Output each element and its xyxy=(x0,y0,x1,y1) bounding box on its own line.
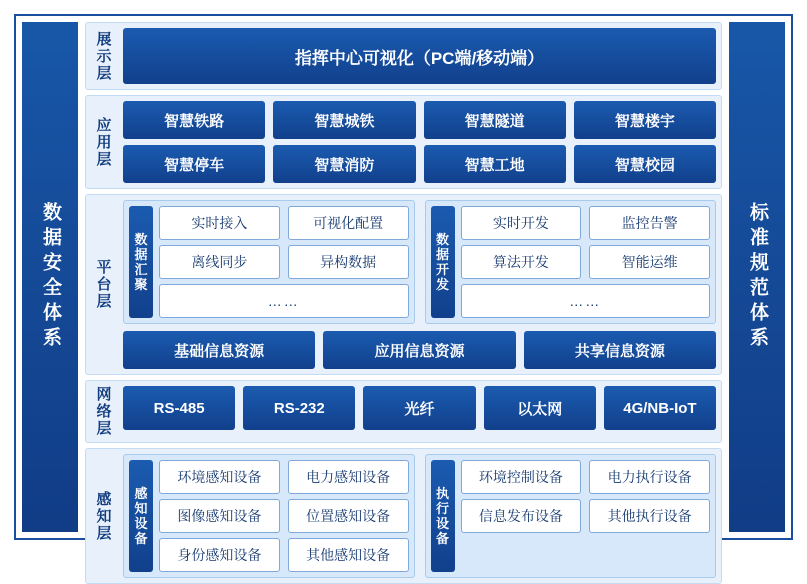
aggregation-row-1 xyxy=(159,206,409,240)
development-row-3 xyxy=(461,284,711,318)
development-item-algorithm-dev[interactable]: 算法开发 xyxy=(461,245,582,279)
platform-group-aggregation-label: 数据汇聚 xyxy=(129,206,153,318)
layer-sense xyxy=(85,448,722,584)
app-item-smart-building[interactable]: 智慧楼宇 xyxy=(574,101,716,139)
sense-group-sensing-label: 感知设备 xyxy=(129,460,153,572)
development-item-realtime-dev[interactable]: 实时开发 xyxy=(461,206,582,240)
sensing-item-location[interactable]: 位置感知设备 xyxy=(288,499,409,533)
sensing-item-image[interactable]: 图像感知设备 xyxy=(159,499,280,533)
sense-group-actuator-items xyxy=(461,460,711,572)
aggregation-row-3 xyxy=(159,284,409,318)
network-item-rs485[interactable]: RS-485 xyxy=(123,386,235,430)
actuator-item-power-execution[interactable]: 电力执行设备 xyxy=(589,460,710,494)
app-item-smart-tunnel[interactable]: 智慧隧道 xyxy=(424,101,566,139)
layer-platform-label: 平台层 xyxy=(96,259,112,310)
right-side-bar-label: 标准规范体系 xyxy=(747,202,768,352)
actuator-item-other[interactable]: 其他执行设备 xyxy=(589,499,710,533)
sensing-row-1 xyxy=(159,460,409,494)
aggregation-item-heterogeneous-data[interactable]: 异构数据 xyxy=(288,245,409,279)
layer-network-label: 网络层 xyxy=(96,386,112,437)
sense-group-actuator-devices xyxy=(425,454,717,578)
platform-group-data-aggregation xyxy=(123,200,415,324)
network-item-rs232[interactable]: RS-232 xyxy=(243,386,355,430)
aggregation-item-offline-sync[interactable]: 离线同步 xyxy=(159,245,280,279)
development-item-more[interactable]: …… xyxy=(461,284,711,318)
actuator-item-info-publishing[interactable]: 信息发布设备 xyxy=(461,499,582,533)
application-row-2 xyxy=(123,145,716,183)
display-item-command-center[interactable]: 指挥中心可视化（PC端/移动端） xyxy=(123,28,716,84)
network-item-ethernet[interactable]: 以太网 xyxy=(484,386,596,430)
layer-display-body xyxy=(123,28,716,84)
layer-display-label: 展示层 xyxy=(96,30,112,82)
layer-network xyxy=(85,380,722,443)
layers-container xyxy=(80,20,727,563)
aggregation-item-visual-config[interactable]: 可视化配置 xyxy=(288,206,409,240)
application-row-1 xyxy=(123,101,716,139)
layer-application xyxy=(85,95,722,189)
network-item-4g-nbiot[interactable]: 4G/NB-IoT xyxy=(604,386,716,430)
sensing-item-environment[interactable]: 环境感知设备 xyxy=(159,460,280,494)
layer-network-body xyxy=(123,386,716,437)
layer-sense-body xyxy=(123,454,716,578)
app-item-smart-parking[interactable]: 智慧停车 xyxy=(123,145,265,183)
development-item-intelligent-ops[interactable]: 智能运维 xyxy=(589,245,710,279)
left-side-bar-label: 数据安全体系 xyxy=(40,202,61,352)
development-row-2 xyxy=(461,245,711,279)
sensing-item-power[interactable]: 电力感知设备 xyxy=(288,460,409,494)
layer-application-body xyxy=(123,101,716,183)
development-item-monitoring-alarm[interactable]: 监控告警 xyxy=(589,206,710,240)
layer-sense-label: 感知层 xyxy=(96,490,112,542)
app-item-smart-firefighting[interactable]: 智慧消防 xyxy=(273,145,415,183)
app-item-smart-construction-site[interactable]: 智慧工地 xyxy=(424,145,566,183)
actuator-item-environment-control[interactable]: 环境控制设备 xyxy=(461,460,582,494)
app-item-smart-metro[interactable]: 智慧城铁 xyxy=(273,101,415,139)
platform-group-development-label: 数据开发 xyxy=(431,206,455,318)
platform-group-data-development xyxy=(425,200,717,324)
layer-platform-body xyxy=(123,200,716,369)
sense-group-sensing-devices xyxy=(123,454,415,578)
app-item-smart-railway[interactable]: 智慧铁路 xyxy=(123,101,265,139)
actuator-row-1 xyxy=(461,460,711,494)
layer-display xyxy=(85,22,722,90)
sensing-item-other[interactable]: 其他感知设备 xyxy=(288,538,409,572)
sense-group-sensing-items xyxy=(159,460,409,572)
platform-groups xyxy=(123,200,716,324)
network-row xyxy=(123,386,716,430)
network-item-fiber[interactable]: 光纤 xyxy=(363,386,475,430)
diagram-frame xyxy=(14,14,793,563)
sensing-item-identity[interactable]: 身份感知设备 xyxy=(159,538,280,572)
right-side-bar xyxy=(729,22,785,532)
resource-item-shared-info[interactable]: 共享信息资源 xyxy=(524,331,716,369)
app-item-smart-campus[interactable]: 智慧校园 xyxy=(574,145,716,183)
sense-group-actuator-label: 执行设备 xyxy=(431,460,455,572)
platform-group-development-items xyxy=(461,206,711,318)
platform-group-aggregation-items xyxy=(159,206,409,318)
platform-resources-row xyxy=(123,331,716,369)
left-side-bar xyxy=(22,22,78,532)
aggregation-row-2 xyxy=(159,245,409,279)
aggregation-item-realtime-access[interactable]: 实时接入 xyxy=(159,206,280,240)
resource-item-basic-info[interactable]: 基础信息资源 xyxy=(123,331,315,369)
sensing-row-3 xyxy=(159,538,409,572)
actuator-row-2 xyxy=(461,499,711,533)
development-row-1 xyxy=(461,206,711,240)
sensing-row-2 xyxy=(159,499,409,533)
resource-item-application-info[interactable]: 应用信息资源 xyxy=(323,331,515,369)
layer-application-label: 应用层 xyxy=(96,116,112,168)
layer-platform xyxy=(85,194,722,375)
display-row xyxy=(123,28,716,84)
aggregation-item-more[interactable]: …… xyxy=(159,284,409,318)
